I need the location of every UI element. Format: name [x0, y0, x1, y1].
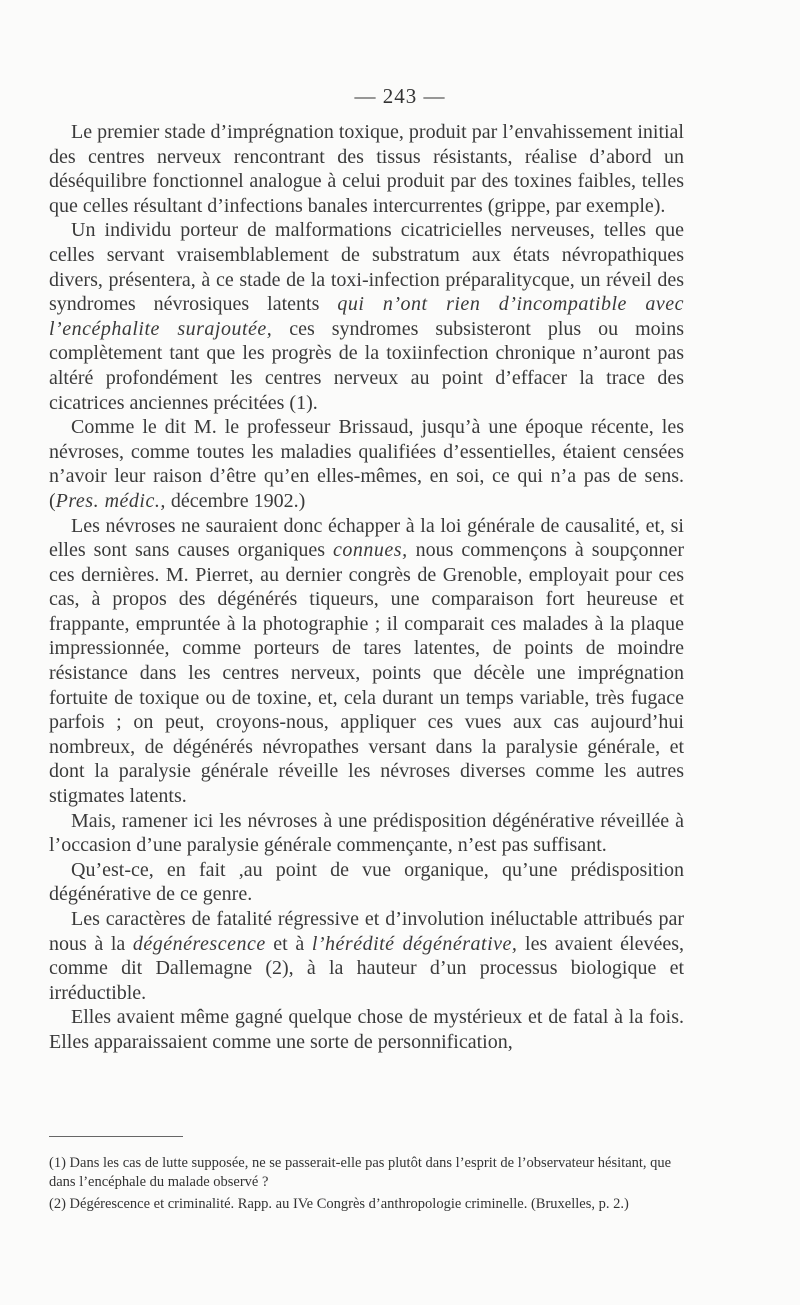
text-run: Mais, ramener ici les névroses à une prédisposition dégénérative réveillée à l’occasion d’une paralysie générale commençante, n’est pas suffisant. [49, 809, 684, 857]
text-run: Les caractères de fatalité régressive et d’involution inéluctable attribués par nous à la [49, 908, 684, 955]
footnotes [49, 1154, 684, 1216]
text-run: Les névroses ne sauraient donc échapper à la loi générale de causalité, et, si elles sont sans causes organiques [49, 514, 684, 562]
footnote-rule [49, 1136, 183, 1137]
text-run: et à [265, 932, 312, 955]
text-run: Comme le dit M. le professeur Brissaud, jusqu’à une époque récente, les névroses, comme toutes les maladies qualifiées d’essentielles, étaient censées n’avoir leur raison d’être qu’en elles-mêmes, en soi, ce qui n’a pas de sens. ( [49, 416, 684, 512]
text-run: les avaient élevées, comme dit Dallemagne (2), à la hauteur d’un processus biologique et irréductible. [49, 932, 685, 1004]
paragraph [49, 514, 684, 809]
italic-run: l’hérédité dégénérative, [311, 932, 518, 955]
text-run: Un individu porteur de malformations cicatricielles nerveuses, telles que celles servant vraisemblablement de substratum aux états névropathiques divers, présentera, à ce stade de la toxi-infection préparalitycque, un réveil des syndromes névrosiques latents [49, 219, 684, 316]
paragraph [49, 218, 684, 415]
paragraph [49, 907, 684, 1005]
paragraph [49, 809, 684, 858]
paragraph [49, 415, 684, 513]
text-run: Qu’est-ce, en fait ,au point de vue organique, qu’une prédisposition dégénérative de ce genre. [49, 858, 684, 906]
page-number: — 243 — [354, 84, 446, 108]
italic-run: Pres. médic., [55, 489, 166, 512]
italic-run: connues, [333, 539, 408, 562]
text-run: nous commençons à soupçonner ces dernières. M. Pierret, au dernier congrès de Grenoble, employait pour ces cas, à propos des dégénérés tiqueurs, une comparaison fort heureuse et frappante, empruntée à la photographie ; il comparait ces malades à la plaque impressionnée, comme porteurs de tares latentes, de points de moindre résistance dans les centres nerveux, points que décèle une imprégnation fortuite de toxique ou de toxine, et, cela durant un temps variable, très fugace parfois ; on peut, croyons-nous, appliquer ces vues aux cas aujourd’hui nombreux, de dégénérés névropathes versant dans la paralysie générale, et dont la paralysie générale réveille les névroses diverses comme les autres stigmates latents. [49, 539, 684, 808]
paragraph [49, 120, 684, 218]
italic-run: dégénérescence [132, 932, 266, 955]
main-text [49, 120, 684, 1055]
text-run: décembre 1902.) [165, 489, 306, 512]
text-run: Elles avaient même gagné quelque chose de mystérieux et de fatal à la fois. Elles apparaissaient comme une sorte de personnification, [49, 1006, 684, 1053]
paragraph [49, 1005, 684, 1054]
text-run: ces syndromes subsisteront plus ou moins complètement tant que les progrès de la toxiinfection chronique n’auront pas altéré profondément les centres nerveux au point d’effacer la trace des cicatrices anciennes précitées (1). [49, 317, 684, 414]
paragraph [49, 858, 684, 907]
text-run: Le premier stade d’imprégnation toxique, produit par l’envahissement initial des centres nerveux rencontrant des tissus résistants, réalise d’abord un déséquilibre fonctionnel analogue à celui produit par des toxines faibles, telles que celles résultant d’infections banales intercurrentes (grippe, par exemple). [49, 121, 684, 217]
italic-run: qui n’ont rien d’incompatible avec l’encéphalite surajoutée, [49, 293, 684, 340]
footnote: (2) Dégérescence et criminalité. Rapp. au IVe Congrès d’anthropologie criminelle. (Bruxelles, p. 2.) [49, 1195, 629, 1212]
footnote: (1) Dans les cas de lutte supposée, ne se passerait-elle pas plutôt dans l’esprit de l’observateur hésitant, que dans l’encéphale du malade observé ? [49, 1155, 672, 1190]
